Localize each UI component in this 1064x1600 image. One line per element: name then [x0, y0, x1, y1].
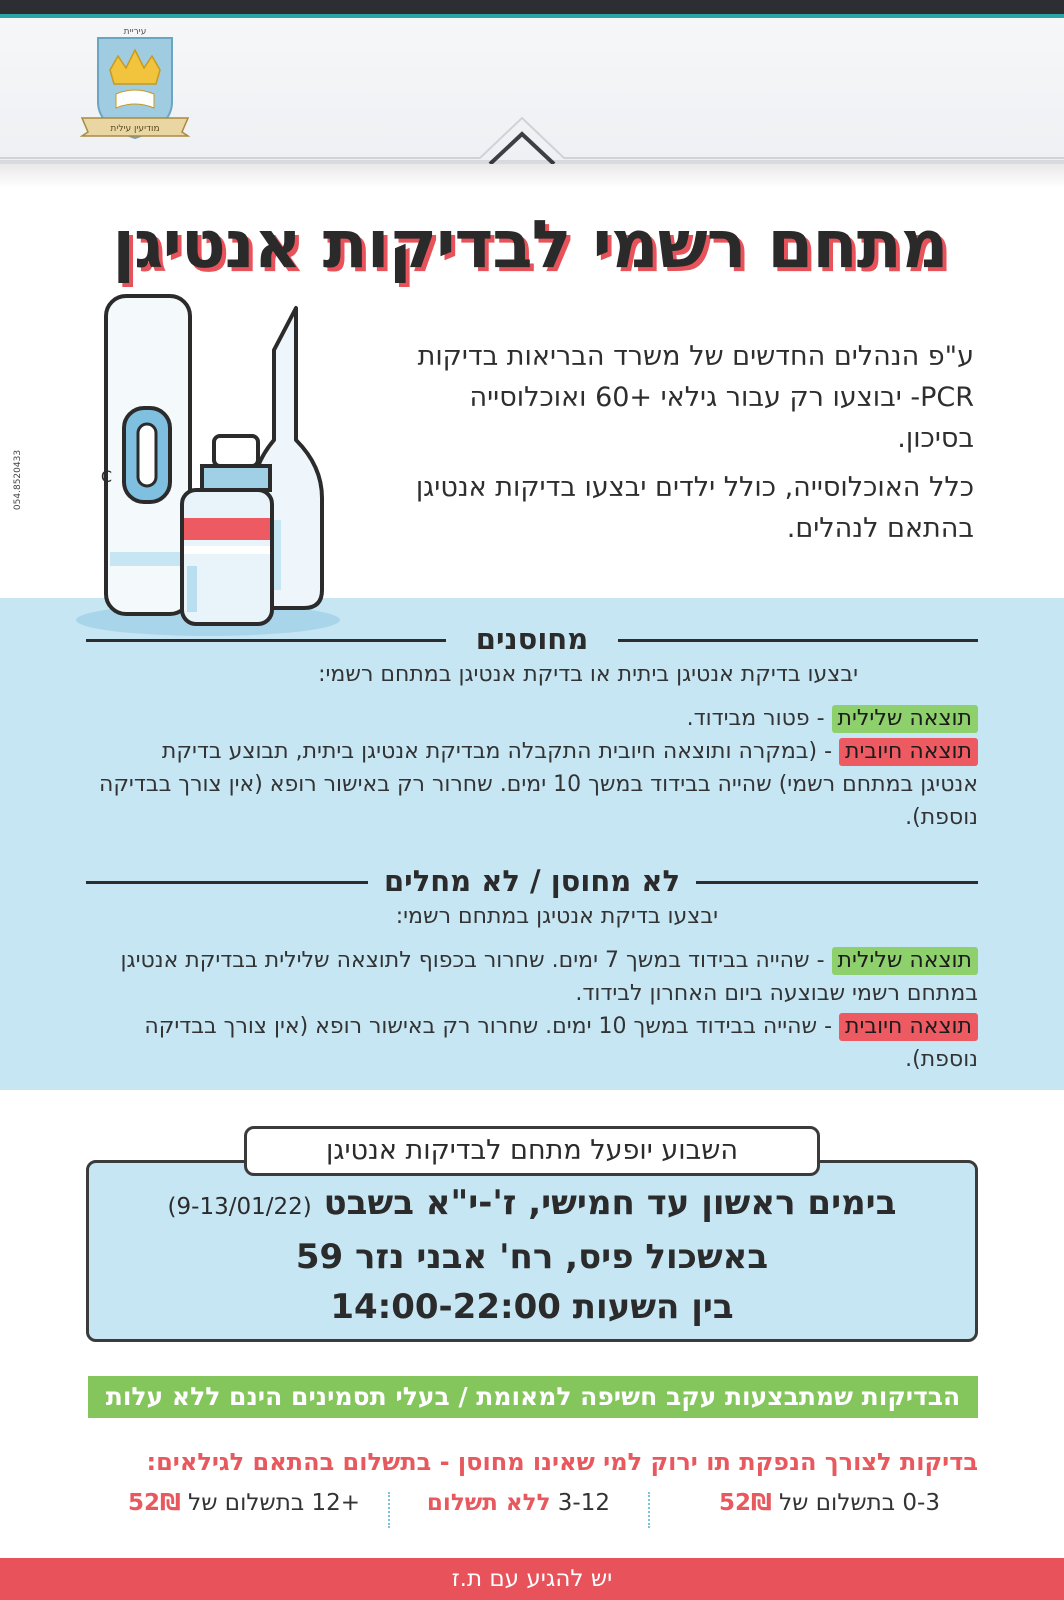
page-title: מתחם רשמי לבדיקות אנטיגן [112, 206, 948, 283]
week-schedule-details [86, 1178, 978, 1332]
positive-result-tag: תוצאה חיובית [839, 1013, 978, 1041]
svg-text:C: C [100, 467, 112, 486]
header-shadow [0, 160, 1064, 188]
logo-ribbon-text: מודיעין עילית [110, 124, 160, 134]
unvaccinated-results [98, 944, 978, 1076]
price-divider [388, 1492, 390, 1528]
footer-id-note: יש להגיע עם ת.ז [0, 1558, 1064, 1600]
price-item [719, 1490, 940, 1516]
intro-paragraph: ע"פ הנהלים החדשים של משרד הבריאות בדיקות PCR- יבוצעו רק עבור גילאי +60 ואוכלוסייה בסיכון. [417, 341, 974, 454]
price-item [427, 1490, 610, 1516]
result-row [98, 944, 978, 1010]
logo-top-text: עיריית [123, 27, 147, 37]
schedule-location: באשכול פיס, רח' אבני נזר 59 [295, 1237, 769, 1277]
section-subtitle: יבצעו בדיקת אנטיגן ביתית או בדיקת אנטיגן במתחם רשמי: [318, 662, 858, 687]
schedule-days [86, 1178, 978, 1232]
price-amount: 52₪ [128, 1490, 181, 1516]
section-heading-vaccinated [86, 622, 978, 656]
price-age-range: 3-12 [557, 1490, 610, 1516]
schedule-dates: (9-13/01/22) [167, 1194, 312, 1220]
section-heading-unvaccinated [86, 864, 978, 898]
antigen-kit-illustration [76, 290, 366, 650]
price-list [120, 1490, 940, 1528]
svg-text:054.8520433: 054.8520433 [13, 449, 23, 511]
negative-result-tag: תוצאה שלילית [832, 947, 978, 975]
price-amount: ללא תשלום [426, 1490, 551, 1516]
week-schedule-label: השבוע יופעל מתחם לבדיקות אנטיגן [244, 1126, 820, 1176]
municipality-logo [76, 22, 194, 146]
section-title: לא מחוסן / לא מחלים [368, 864, 696, 898]
intro-text [414, 336, 974, 549]
side-credit [10, 420, 30, 540]
result-text: - פטור מבידוד. [686, 706, 832, 731]
section-subtitle: יבצעו בדיקת אנטיגן במתחם רשמי: [395, 904, 718, 929]
intro-paragraph: כלל האוכלוסייה, כולל ילדים יבצעו בדיקות אנטיגן בהתאם לנהלים. [415, 472, 974, 544]
price-age-range: +12 בתשלום של [188, 1490, 360, 1516]
negative-result-tag: תוצאה שלילית [832, 705, 978, 733]
result-text: - שהייה בבידוד במשך 7 ימים. שחרור בכפוף לתוצאה שלילית בבדיקת אנטיגן במתחם רשמי שבוצעה ביום האחרון לבידוד. [120, 948, 978, 1006]
positive-result-tag: תוצאה חיובית [839, 738, 978, 766]
vaccinated-results [98, 702, 978, 834]
result-row [98, 1010, 978, 1076]
result-text: - (במקרה ותוצאה חיובית התקבלה מבדיקת אנטיגן ביתית, תבוצע בדיקת אנטיגן במתחם רשמי) שהייה בבידוד במשך 10 ימים. שחרור רק באישור רופא (אין צורך בבדיקה נוספת). [98, 739, 978, 830]
result-row [98, 702, 978, 735]
price-divider [648, 1492, 650, 1528]
schedule-days-text: בימים ראשון עד חמישי, ז'-י"א בשבט [323, 1183, 897, 1223]
schedule-hours: בין השעות 14:00-22:00 [330, 1287, 734, 1327]
green-pass-note: בדיקות לצורך הנפקת תו ירוק למי שאינו מחוסן - בתשלום בהתאם לגילאים: [146, 1448, 978, 1476]
price-item [128, 1490, 360, 1516]
result-row [98, 735, 978, 834]
free-testing-note: הבדיקות שמתבצעות עקב חשיפה למאומת / בעלי תסמינים הינם ללא עלות [88, 1376, 978, 1418]
result-text: - שהייה בבידוד במשך 10 ימים. שחרור רק באישור רופא (אין צורך בבדיקה נוספת). [144, 1014, 978, 1072]
top-dark-bar [0, 0, 1064, 14]
price-amount: 52₪ [718, 1490, 772, 1516]
section-title: מחוסנים [460, 622, 604, 656]
price-age-range: 0-3 בתשלום של [779, 1490, 940, 1516]
